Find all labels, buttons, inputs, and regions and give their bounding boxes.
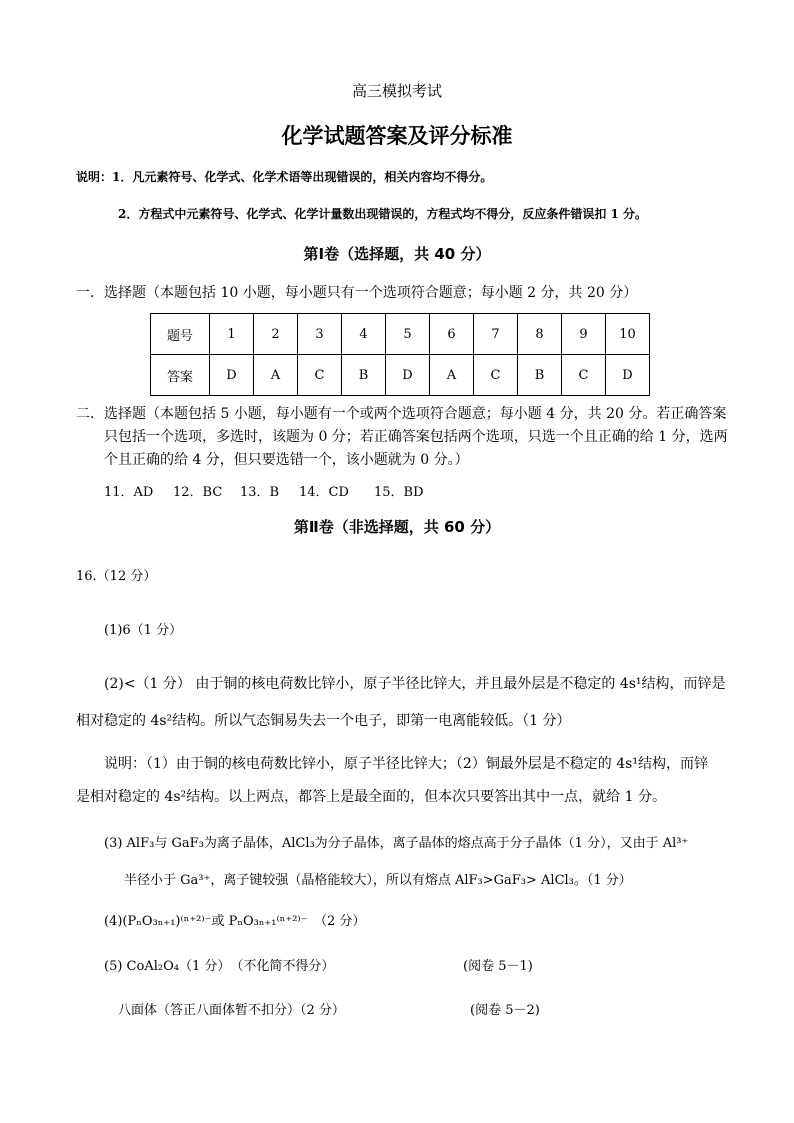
question-number: 2 [254,314,298,355]
section2-line-3: 个且正确的给 4 分，但只要选错一个，该小题就为 0 分。） [104,452,469,468]
question-number: 10 [606,314,650,355]
answer-cell: C [562,355,606,396]
question-number: 3 [298,314,342,355]
answer-cell: D [606,355,650,396]
question-number: 8 [518,314,562,355]
note-line-1: 说明：1．凡元素符号、化学式、化学术语等出现错误的，相关内容均不得分。 [76,170,493,184]
question-number: 7 [474,314,518,355]
table-header-question: 题号 [151,314,210,355]
answer-cell: C [298,355,342,396]
answer-16-2-line-1: (2)<（1 分） 由于铜的核电荷数比锌小，原子半径比锌大，并且最外层是不稳定的 4s¹结构，而锌是 [104,676,726,692]
answer-16-1: (1)6（1 分） [104,623,183,638]
question-number: 1 [210,314,254,355]
answer-16-4: (4)(PₙO₃ₙ₊₁)⁽ⁿ⁺²⁾⁻或 PₙO₃ₙ₊₁⁽ⁿ⁺²⁾⁻ （2 分） [104,914,366,929]
answer-cell: C [474,355,518,396]
answer-table [150,313,650,396]
section1-instructions: 一．选择题（本题包括 10 小题，每小题只有一个选项符合题意；每小题 2 分，共 20 分） [76,285,638,301]
question-number: 4 [342,314,386,355]
answer-16-3-line-1: (3) AlF₃与 GaF₃为离子晶体，AlCl₃为分子晶体，离子晶体的熔点高于分子晶体（1 分），又由于 Al³⁺ [104,836,689,851]
answer-16-5-shape: 八面体（答正八面体暂不扣分）（2 分） [118,1003,345,1018]
answer-16-3-line-2: 半径小于 Ga³⁺，离子键较强（晶格能较大），所以有熔点 AlF₃>GaF₃> AlCl₃。（1 分） [124,873,632,888]
part1-heading: 第Ⅰ卷（选择题，共 40 分） [303,245,491,263]
section2-line-1: 二．选择题（本题包括 5 小题，每小题有一个或两个选项符合题意；每小题 4 分，共 20 分。若正确答案 [76,406,727,422]
answer-cell: A [430,355,474,396]
question-number: 6 [430,314,474,355]
answer-cell: D [386,355,430,396]
answer-cell: D [210,355,254,396]
mc-answer: 13．B [240,485,280,500]
part2-heading: 第Ⅱ卷（非选择题，共 60 分） [293,518,501,536]
mc-answer: 12．BC [173,485,223,500]
answer-cell: B [518,355,562,396]
answer-16-5: (5) CoAl₂O₄（1 分） （不化简不得分） [104,959,335,974]
mc-answer: 15．BD [374,485,424,500]
exam-subtitle: 高三模拟考试 [351,82,442,100]
table-row [151,355,650,396]
grading-ref-5-1: (阅卷 5－1) [463,959,533,974]
table-header-answer: 答案 [151,355,210,396]
page-title: 化学试题答案及评分标准 [281,124,513,148]
table-row [151,314,650,355]
note-16-2-line-1: 说明：（1）由于铜的核电荷数比锌小，原子半径比锌大；（2）铜最外层是不稳定的 4s¹结构，而锌 [104,756,708,772]
question-number: 5 [386,314,430,355]
answer-cell: A [254,355,298,396]
question-16-label: 16.（12 分） [76,569,157,584]
section2-line-2: 只包括一个选项，多选时，该题为 0 分；若正确答案包括两个选项，只选一个且正确的给 1 分，选两 [104,429,728,445]
grading-ref-5-2: (阅卷 5－2) [470,1003,540,1018]
mc-answer: 11．AD [104,485,154,500]
question-number: 9 [562,314,606,355]
note-16-2-line-2: 是相对稳定的 4s²结构。以上两点，都答上是最全面的，但本次只要答出其中一点，就给 1 分。 [76,789,666,805]
note-line-2: 2．方程式中元素符号、化学式、化学计量数出现错误的，方程式均不得分，反应条件错误扣 1 分。 [118,207,648,221]
answer-cell: B [342,355,386,396]
mc-answer: 14．CD [299,485,349,500]
answer-16-2-line-2: 相对稳定的 4s²结构。所以气态铜易失去一个电子，即第一电离能较低。（1 分） [76,713,571,729]
